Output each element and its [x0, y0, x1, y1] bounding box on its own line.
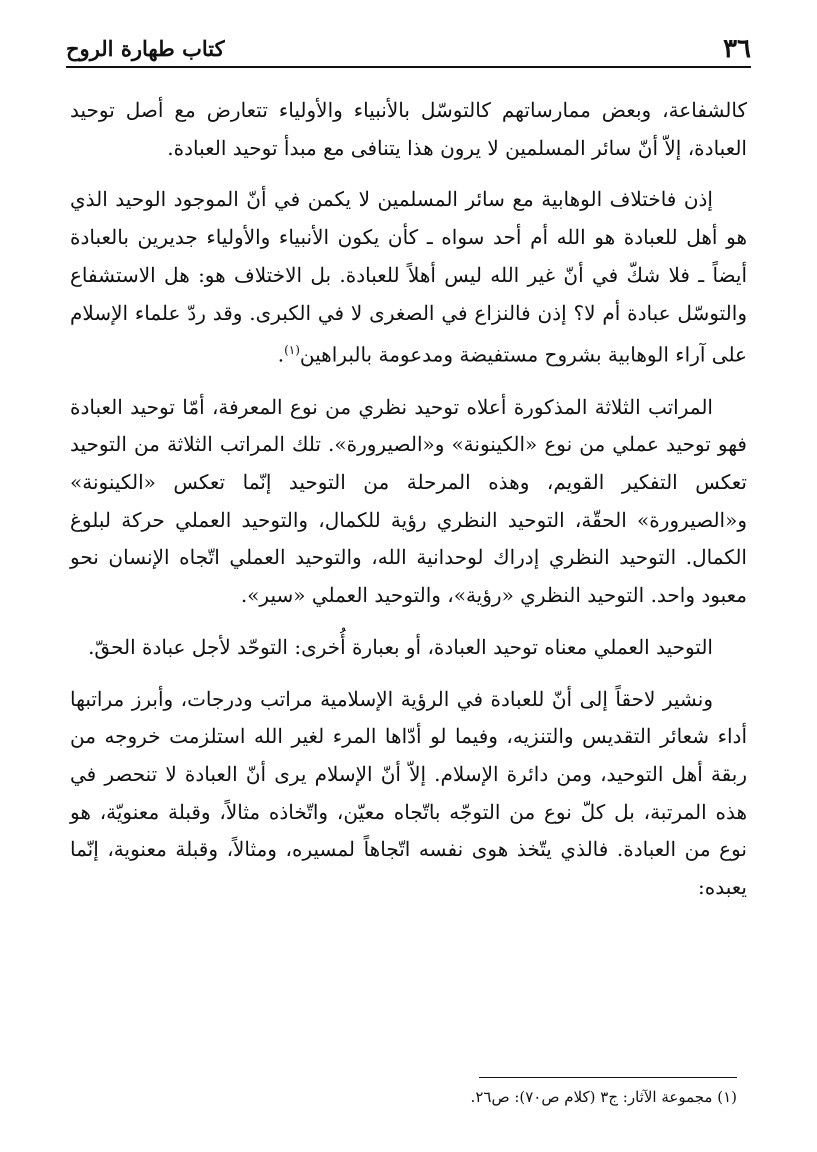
paragraph-4: التوحيد العملي معناه توحيد العبادة، أو بعبارة أُخرى: التوحّد لأجل عبادة الحقّ. [88, 634, 713, 659]
body-text [70, 92, 747, 921]
running-head [66, 30, 751, 68]
book-title: كتاب طهارة الروح [66, 36, 225, 61]
footnote-reference[interactable]: (١) [284, 343, 300, 358]
paragraph-2-text: إذن فاختلاف الوهابية مع سائر المسلمين لا يكمن في أنّ الموجود الوحيد الذي هو أهل للعبادة هو الله أم أحد سواه ـ كأن يكون الأنبياء والأولياء جديرين بالعبادة أيضاً ـ فلا شكّ في أنّ غير الله ليس أهلاً للعبادة. بل الاختلاف هو: هل الاستشفاع والتوسّل عبادة أم لا؟ إذن فالنزاع في الصغرى لا في الكبرى. وقد ردّ علماء الإسلام على آراء الوهابية بشروح مستفيضة ومدعومة بالبراهين [70, 187, 747, 367]
paragraph-2-end: . [277, 342, 285, 367]
paragraph-5: ونشير لاحقاً إلى أنّ للعبادة في الرؤية الإسلامية مراتب ودرجات، وأبرز مراتبها أداء شعائر التقديس والتنزيه، وفيما لو أدّاها المرء لغير الله استلزمت خروجه من ربقة أهل التوحيد، ومن دائرة الإسلام. إلاّ أنّ الإسلام يرى أنّ العبادة لا تنحصر في هذه المرتبة، بل كلّ نوع من التوجّه باتّجاه معيّن، واتّخاذه مثالاً، وقبلة معنويّة، هو نوع من العبادة. فالذي يتّخذ هوى نفسه اتّجاهاً لمسيره، ومثالاً، وقبلة معنوية، إنّما يعبده: [70, 686, 747, 900]
paragraph-1: كالشفاعة، وبعض ممارساتهم كالتوسّل بالأنبياء والأولياء تتعارض مع أصل توحيد العبادة، إلاّ أنّ سائر المسلمين لا يرون هذا يتنافى مع مبدأ توحيد العبادة. [70, 98, 747, 160]
paragraph-3: المراتب الثلاثة المذكورة أعلاه توحيد نظري من نوع المعرفة، أمّا توحيد العبادة فهو توحيد عملي من نوع «الكينونة» و«الصيرورة». تلك المراتب الثلاثة من التوحيد تعكس التفكير القويم، وهذه المرحلة من التوحيد إنّما تعكس «الكينونة» و«الصيرورة» الحقّة، التوحيد النظري رؤية للكمال، والتوحيد العملي حركة لبلوغ الكمال. التوحيد النظري إدراك لوحدانية الله، والتوحيد العملي اتّجاه الإنسان نحو معبود واحد. التوحيد النظري «رؤية»، والتوحيد العملي «سير». [70, 394, 747, 608]
footnote-divider [479, 1077, 737, 1078]
paragraph-2 [70, 181, 747, 374]
footnote: (١) مجموعة الآثار: ج٣ (كلام ص٧٠): ص٢٦. [470, 1088, 737, 1106]
page-number: ٣٦ [723, 34, 751, 64]
